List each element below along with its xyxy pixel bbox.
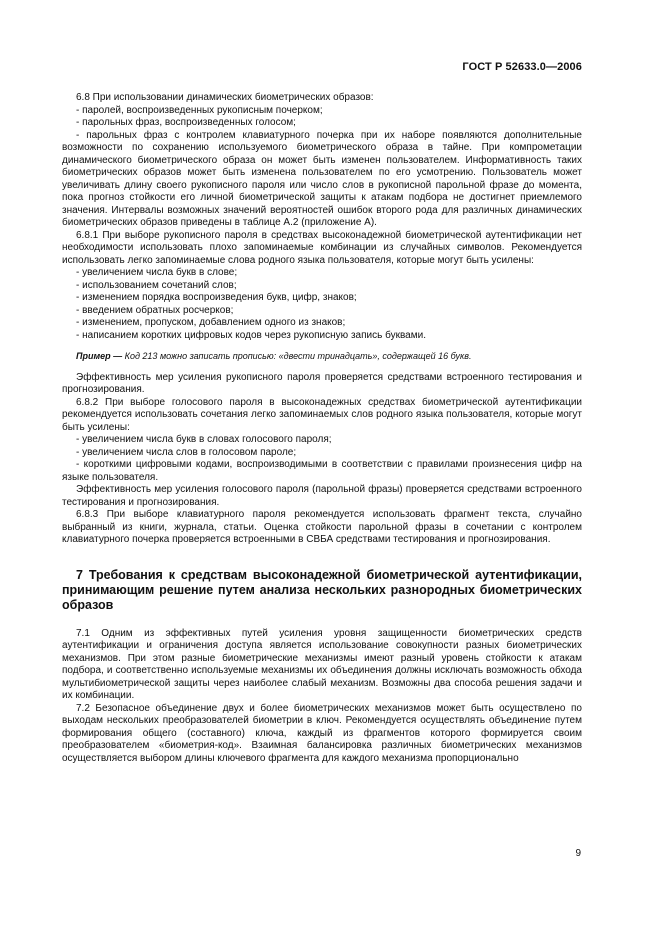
list-item: - изменением, пропуском, добавлением одного из знаков; (76, 317, 346, 328)
paragraph: 7.2 Безопасное объединение двух и более биометрических механизмов может быть осуществлено по выходам нескольких преобразователей биометрии в ключ. Рекомендуется осуществлять объединение путем формирования общего (составного) ключа, каждый из фрагментов которого формируется своим преобразователем «биометрия-код». Взаимная балансировка различных биометрических механизмов осуществляется выбором длины ключевого фрагмента для каждого механизма пропорционально (62, 702, 582, 764)
paragraph: Эффективность мер усиления голосового пароля (парольной фразы) проверяется средствами встроенного тестирования и прогнозирования. (62, 484, 582, 508)
paragraph: - парольных фраз с контролем клавиатурного почерка при их наборе появляются дополнительные возможности по сохранению используемого биометрического образа в тайне. При компрометации динамического биометрического образа он может быть изменен пользователем. Информативность таких биометрических образов может быть изменена пользователем по его усмотрению. Пользователь может увеличивать длину своего рукописного пароля или число слов в рукописной парольной фразе до момента, пока прогноз стойкости его личной биометрической защиты к атакам подбора не достигнет приемлемого значения. Интервалы возможных значений вероятностей ошибок второго рода для различных динамических биометрических образов приведены в таблице А.2 (приложение А). (62, 129, 582, 228)
list-item: - паролей, воспроизведенных рукописным почерком; (76, 104, 323, 116)
paragraph: 7.1 Одним из эффективных путей усиления уровня защищенности биометрических средств аутентификации и ограничения доступа является использование совокупности разных биометрических механизмов. При этом разные биометрические механизмы имеют разный уровень стойкости к атакам подбора, и соответственно используемые механизмы их объединения должны исключать возможность обхода мультибиометрической защиты через наиболее слабый механизм. Возможны два способа решения задачи и их комбинации. (62, 627, 582, 701)
page-number: 9 (575, 848, 581, 859)
section-heading: 7 Требования к средствам высоконадежной биометрической аутентификации, принимающим решение путем анализа нескольких разнородных биометрических образов (62, 567, 582, 612)
list-item: - увеличением числа букв в словах голосового пароля; (76, 434, 332, 445)
example-label: Пример — (76, 351, 123, 361)
paragraph: 6.8.1 При выборе рукописного пароля в средствах высоконадежной биометрической аутентификации нет необходимости использовать плохо запоминаемые комбинации из случайных символов. Рекомендуется использовать легко запоминаемые слова родного языка пользователя, которые могут быть усилены: (62, 229, 582, 266)
example-note (62, 350, 582, 363)
list-item: - парольных фраз, воспроизведенных голосом; (76, 117, 296, 128)
list-item: - увеличением числа слов в голосовом пароле; (76, 446, 297, 458)
list-item: - короткими цифровыми кодами, воспроизводимыми в соответствии с правилами произнесения цифр на языке пользователя. (62, 459, 582, 483)
list-item: - написанием коротких цифровых кодов через рукописную запись буквами. (76, 329, 426, 341)
example-text: Код 213 можно записать прописью: «двести тринадцать», содержащей 16 букв. (122, 351, 472, 361)
paragraph: 6.8.2 При выборе голосового пароля в высоконадежных средствах биометрической аутентификации рекомендуется использовать сочетания легко запоминаемых слов родного языка пользователя, которые могут быть усилены: (62, 396, 582, 433)
list-item: - использованием сочетаний слов; (76, 279, 237, 291)
list-item: - увеличением числа букв в слове; (76, 267, 238, 278)
paragraph: 6.8 При использовании динамических биометрических образов: (76, 92, 374, 103)
list-item: - введением обратных росчерков; (76, 304, 234, 316)
paragraph: 6.8.3 При выборе клавиатурного пароля рекомендуется использовать фрагмент текста, случайно выбранный из книги, журнала, статьи. Оценка стойкости парольной фразы в сочетании с контролем клавиатурного почерка проверяется встроенными в СВБА средствами тестирования и прогнозирования. (62, 509, 582, 545)
document-body (62, 92, 582, 765)
paragraph: Эффективность мер усиления рукописного пароля проверяется средствами встроенного тестирования и прогнозирования. (62, 371, 582, 395)
document-header: ГОСТ Р 52633.0—2006 (462, 61, 582, 73)
list-item: - изменением порядка воспроизведения букв, цифр, знаков; (76, 292, 357, 303)
